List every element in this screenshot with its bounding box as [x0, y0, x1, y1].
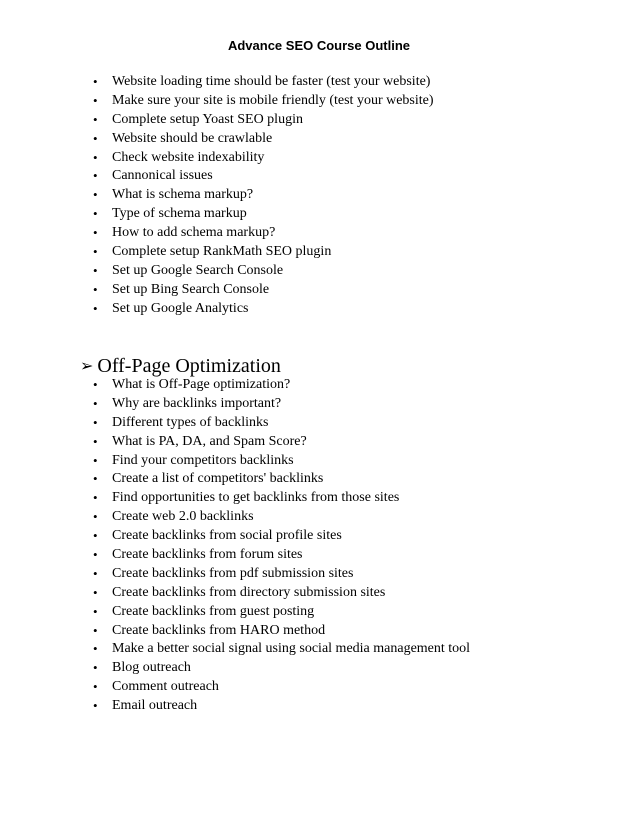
list-item-text: How to add schema markup? [112, 225, 276, 241]
bullet-icon: • [93, 130, 98, 146]
bullet-icon: • [93, 377, 98, 392]
list-item-text: Comment outreach [112, 679, 219, 695]
list-item-text: Create backlinks from HARO method [112, 622, 326, 638]
list-item-text: Set up Google Search Console [112, 262, 284, 278]
list-item-text: Create a list of competitors' backlinks [112, 471, 324, 487]
list-item-text: Website loading time should be faster (test your website) [112, 74, 431, 89]
bullet-icon: • [93, 92, 98, 108]
bullet-icon: • [93, 660, 98, 676]
bullet-icon: • [93, 187, 98, 203]
bullet-icon: • [93, 547, 98, 563]
bullet-icon: • [93, 698, 98, 714]
list-item-text: Why are backlinks important? [112, 395, 282, 411]
list-item-text: What is schema markup? [112, 187, 254, 203]
list-item-text: Make sure your site is mobile friendly (test your website) [112, 92, 434, 108]
bullet-icon: • [93, 414, 98, 430]
list-item-text: Set up Bing Search Console [112, 281, 270, 297]
bullet-icon: • [93, 471, 98, 487]
list-item-text: Set up Google Analytics [112, 300, 249, 316]
list-item-text: What is PA, DA, and Spam Score? [112, 433, 307, 449]
bullet-icon: • [93, 509, 98, 525]
bullet-icon: • [93, 281, 98, 297]
list-item-text: Create backlinks from forum sites [112, 547, 303, 563]
offpage-heading-text: Off-Page Optimization [97, 355, 281, 377]
bullet-icon: • [93, 641, 98, 657]
bullet-icon: • [93, 244, 98, 260]
bullet-icon: • [93, 433, 98, 449]
document-title: Advance SEO Course Outline [227, 38, 411, 53]
bullet-icon: • [93, 452, 98, 468]
list-item-text: Find your competitors backlinks [112, 452, 294, 468]
list-item-text: Create backlinks from directory submission sites [112, 584, 386, 600]
list-item-text: Email outreach [112, 698, 198, 714]
bullet-icon: • [93, 679, 98, 695]
bullet-icon: • [93, 622, 98, 638]
bullet-icon: • [93, 528, 98, 544]
bullet-icon: • [93, 225, 98, 241]
list-item-text: Check website indexability [112, 149, 265, 165]
list-item-text: Create web 2.0 backlinks [112, 509, 254, 525]
arrow-bullet-icon: ➢ [80, 358, 94, 375]
list-item-text: Blog outreach [112, 660, 191, 676]
bullet-icon: • [93, 206, 98, 222]
list-item-text: Website should be crawlable [112, 130, 273, 146]
list-item-text: Type of schema markup [112, 206, 247, 222]
bullet-icon: • [93, 565, 98, 581]
bullet-icon: • [93, 490, 98, 506]
bullet-icon: • [93, 74, 98, 89]
bullet-icon: • [93, 300, 98, 316]
list-item-text: Create backlinks from guest posting [112, 603, 315, 619]
list-item-text: Find opportunities to get backlinks from those sites [112, 490, 400, 506]
bullet-icon: • [93, 168, 98, 184]
list-item-text: Complete setup RankMath SEO plugin [112, 244, 332, 260]
list-item-text: Complete setup Yoast SEO plugin [112, 111, 303, 127]
list-item-text: Cannonical issues [112, 168, 213, 184]
bullet-icon: • [93, 603, 98, 619]
list-item-text: Different types of backlinks [112, 414, 269, 430]
list-item-text: Create backlinks from social profile sites [112, 528, 342, 544]
bullet-icon: • [93, 395, 98, 411]
list-item-text: Create backlinks from pdf submission sites [112, 565, 354, 581]
bullet-icon: • [93, 584, 98, 600]
bullet-icon: • [93, 262, 98, 278]
list-item-text: What is Off-Page optimization? [112, 377, 291, 392]
bullet-icon: • [93, 111, 98, 127]
list-item-text: Make a better social signal using social media management tool [112, 641, 471, 657]
bullet-icon: • [93, 149, 98, 165]
